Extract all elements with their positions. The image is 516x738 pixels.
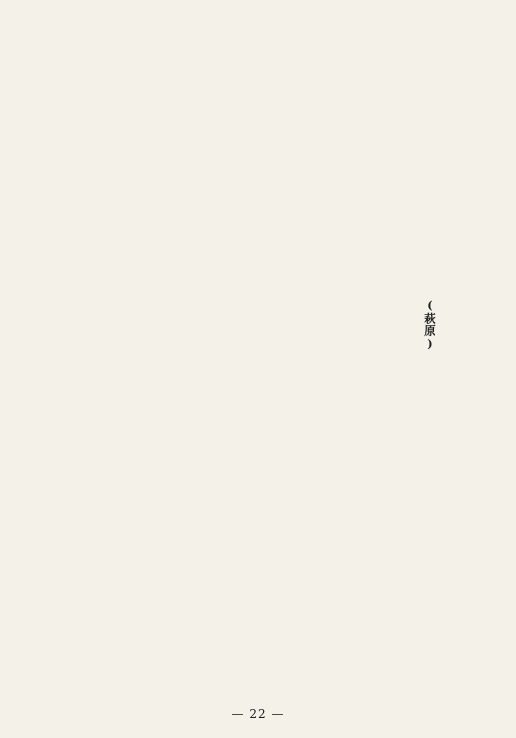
lower-text-block [44,372,492,694]
page-number: — 22 — [231,707,285,721]
author-credit: (萩原) [423,298,437,352]
